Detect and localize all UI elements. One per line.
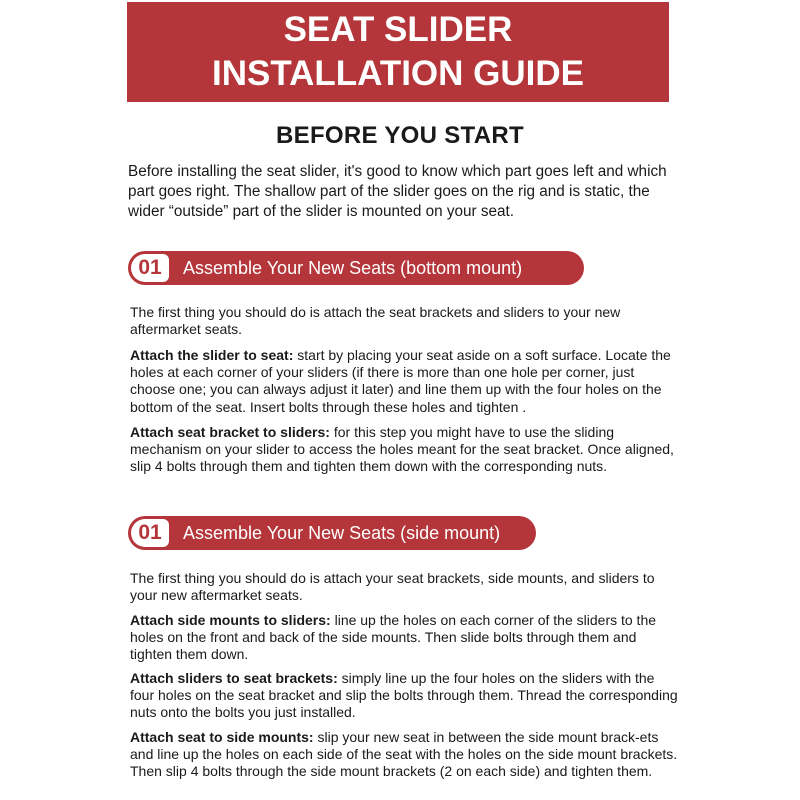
title-line-2: INSTALLATION GUIDE bbox=[211, 54, 584, 93]
step-label: Attach seat bracket to sliders: bbox=[130, 424, 330, 440]
step-text: for this step you might have to use the sliding mechanism on your slider to access the holes meant for the seat bracket. Once aligned, slip 4 bolts through them and tighten them down with the corresponding nuts. bbox=[130, 424, 674, 475]
step-label: Attach side mounts to sliders: bbox=[130, 612, 331, 628]
step-text: start by placing your seat aside on a soft surface. Locate the holes at each corner of your sliders (if there is more than one hole per corner, just choose one; you can always adjust it later) and line them up with the four holes on the bottom of the seat. Insert bolts through these holes and tighten . bbox=[130, 347, 671, 415]
section-1-number: 01 bbox=[131, 254, 169, 282]
before-you-start-text: Before installing the seat slider, it's good to know which part goes left and which part goes right. The shallow part of the slider goes on the rig and is static, the wider “outside” part of the slider is mounted on your seat. bbox=[128, 163, 667, 220]
section-2-title: Assemble Your New Seats (side mount) bbox=[183, 522, 501, 543]
section-1-step-1 bbox=[130, 347, 680, 416]
section-2-step-2 bbox=[130, 670, 680, 722]
section-1-title: Assemble Your New Seats (bottom mount) bbox=[183, 257, 523, 278]
section-1-header bbox=[128, 251, 584, 285]
section-2-header bbox=[128, 516, 536, 550]
section-2-number: 01 bbox=[131, 519, 169, 547]
section-2-intro: The first thing you should do is attach your seat brackets, side mounts, and sliders to your new aftermarket seats. bbox=[130, 570, 655, 604]
section-2-step-3 bbox=[130, 729, 680, 781]
step-label: Attach sliders to seat brackets: bbox=[130, 670, 338, 686]
step-label: Attach the slider to seat: bbox=[130, 347, 294, 363]
step-text: slip your new seat in between the side mount brack-ets and line up the holes on each side of the seat with the holes on the side mount brackets. Then slip 4 bolts through the side mount brackets (2 on each side) and tighten them. bbox=[130, 729, 678, 780]
section-1-intro: The first thing you should do is attach the seat brackets and sliders to your new aftermarket seats. bbox=[130, 304, 621, 338]
before-you-start-heading: BEFORE YOU START bbox=[276, 122, 524, 149]
section-2-step-1 bbox=[130, 612, 680, 664]
title-banner bbox=[127, 2, 669, 102]
title-line-1: SEAT SLIDER bbox=[283, 10, 513, 49]
step-text: simply line up the four holes on the sliders with the four holes on the seat bracket and slip the bolts through them. Thread the corresponding nuts onto the bolts you just installed. bbox=[130, 670, 678, 721]
step-label: Attach seat to side mounts: bbox=[130, 729, 314, 745]
step-text: line up the holes on each corner of the sliders to the holes on the front and back of the side mounts. Then slide bolts through them and tighten them down. bbox=[130, 612, 657, 663]
section-1-step-2 bbox=[130, 424, 680, 476]
